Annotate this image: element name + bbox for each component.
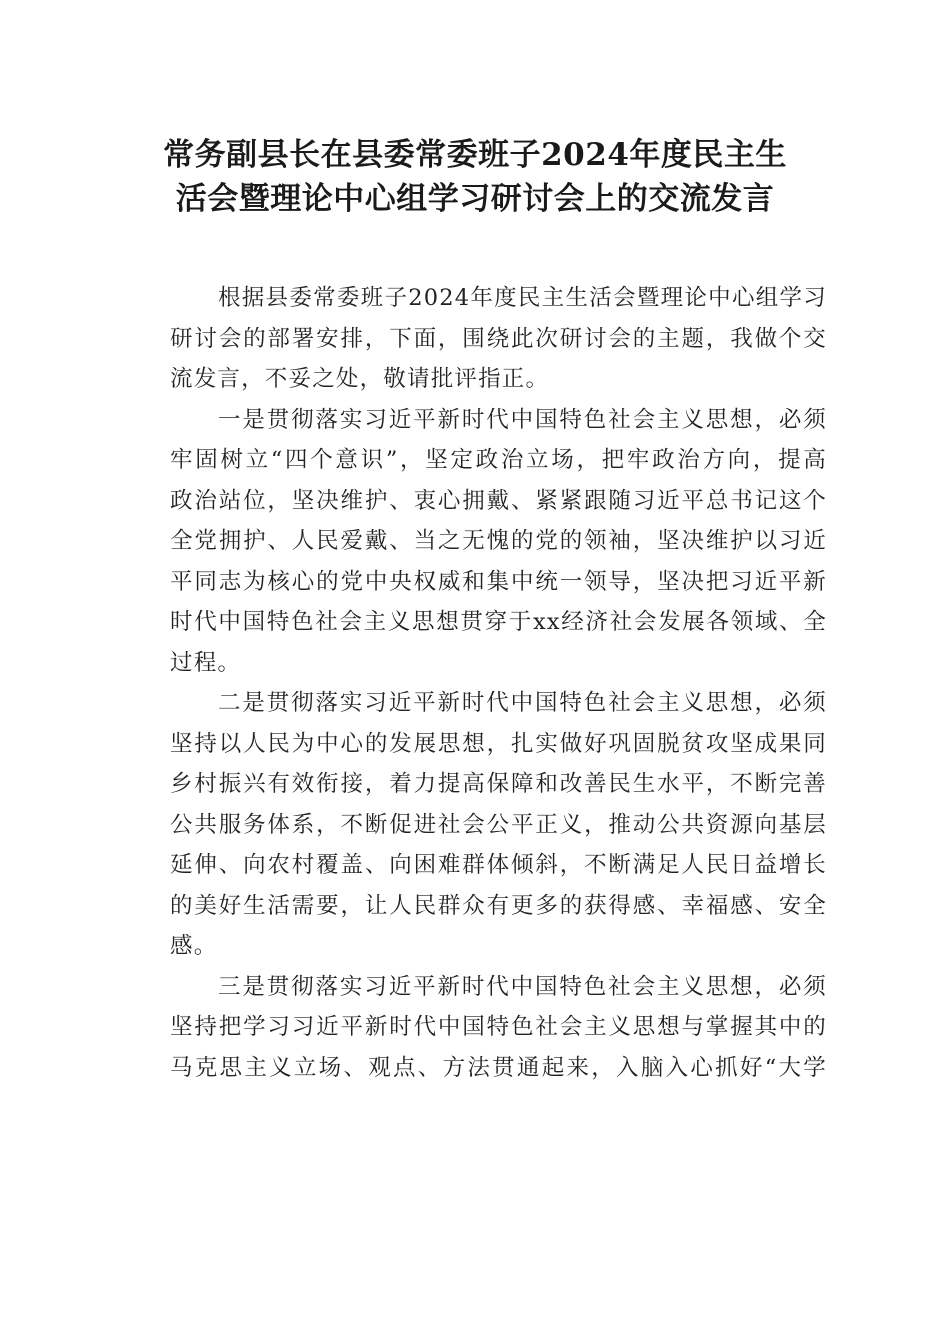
paragraph-line: 牢固树立“四个意识”，坚定政治立场，把牢政治方向，提高 bbox=[170, 447, 827, 473]
paragraph-line: 过程。 bbox=[170, 649, 242, 676]
paragraph-line: 全党拥护、人民爱戴、当之无愧的党的领袖，坚决维护以习近 bbox=[170, 528, 827, 554]
title-line: 常务副县长在县委常委班子2024年度民主生 bbox=[163, 137, 787, 173]
paragraph-line: 一是贯彻落实习近平新时代中国特色社会主义思想，必须 bbox=[218, 406, 827, 433]
paragraph-line: 公共服务体系，不断促进社会公平正义，推动公共资源向基层 bbox=[170, 811, 827, 838]
paragraph-line: 根据县委常委班子2024年度民主生活会暨理论中心组学习 bbox=[218, 285, 827, 311]
paragraph-point-one bbox=[123, 400, 827, 684]
paragraph-line: 乡村振兴有效衔接，着力提高保障和改善民生水平，不断完善 bbox=[170, 771, 827, 797]
paragraph-line: 延伸、向农村覆盖、向困难群体倾斜，不断满足人民日益增长 bbox=[170, 852, 827, 878]
paragraph-line: 研讨会的部署安排，下面，围绕此次研讨会的主题，我做个交 bbox=[170, 325, 827, 352]
paragraph-line: 三是贯彻落实习近平新时代中国特色社会主义思想，必须 bbox=[218, 973, 827, 1000]
paragraph-line: 政治站位，坚决维护、衷心拥戴、紧紧跟随习近平总书记这个 bbox=[170, 487, 827, 514]
paragraph-line: 平同志为核心的党中央权威和集中统一领导，坚决把习近平新 bbox=[170, 568, 827, 595]
title-line: 活会暨理论中心组学习研讨会上的交流发言 bbox=[175, 181, 775, 217]
paragraph-line: 感。 bbox=[170, 933, 218, 959]
paragraph-line: 流发言，不妥之处，敬请批评指正。 bbox=[170, 366, 550, 392]
paragraph-point-three bbox=[123, 967, 827, 1089]
document-body bbox=[123, 278, 827, 1088]
paragraph-line: 二是贯彻落实习近平新时代中国特色社会主义思想，必须 bbox=[218, 690, 827, 716]
paragraph-line: 的美好生活需要，让人民群众有更多的获得感、幸福感、安全 bbox=[170, 892, 827, 919]
paragraph-line: 时代中国特色社会主义思想贯穿于xx经济社会发展各领域、全 bbox=[170, 609, 827, 635]
paragraph-line: 马克思主义立场、观点、方法贯通起来，入脑入心抓好“大学 bbox=[170, 1054, 827, 1081]
paragraph-line: 坚持把学习习近平新时代中国特色社会主义思想与掌握其中的 bbox=[170, 1014, 827, 1040]
document-title bbox=[110, 133, 840, 221]
paragraph-line: 坚持以人民为中心的发展思想，扎实做好巩固脱贫攻坚成果同 bbox=[170, 730, 827, 757]
paragraph-point-two bbox=[123, 683, 827, 967]
paragraph-intro bbox=[123, 278, 827, 400]
